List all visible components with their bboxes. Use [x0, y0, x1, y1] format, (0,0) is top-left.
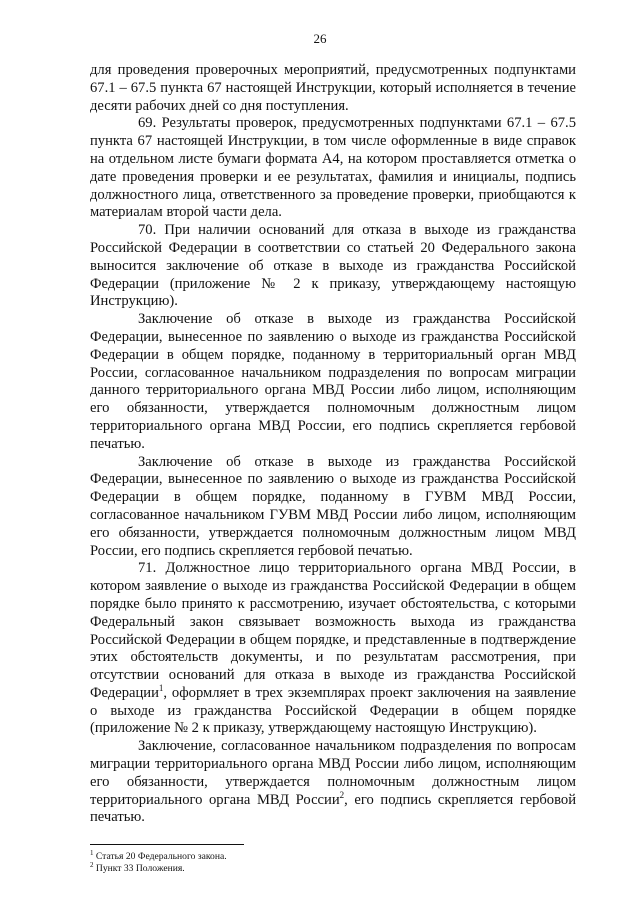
- footnote-mark-2: 2: [90, 860, 94, 869]
- paragraph-70-guvm: Заключение об отказе в выходе из гражданства Российской Федерации, вынесенное по заявлению о выходе из гражданства Российской Федерации в общем порядке, поданному в ГУВМ МВД России, согласованное начальником ГУВМ МВД России либо лицом, исполняющим его обязанности, утверждается полномочным должностным лицом МВД России, его подпись скрепляется гербовой печатью.: [90, 453, 576, 559]
- footnote-separator: [90, 844, 244, 845]
- page-number: 26: [313, 31, 327, 46]
- footnote-text-1: Статья 20 Федерального закона.: [93, 851, 227, 862]
- footnote-text-2: Пункт 33 Положения.: [93, 863, 185, 874]
- footnote-ref-1[interactable]: 1: [158, 683, 164, 694]
- paragraph-71: [90, 560, 576, 738]
- document-body: [90, 62, 576, 827]
- footnote-mark-1: 1: [90, 848, 94, 857]
- paragraph-71-conclusion: [90, 738, 576, 827]
- paragraph-70-territorial: Заключение об отказе в выходе из гражданства Российской Федерации, вынесенное по заявлению о выходе из гражданства Российской Федерации в общем порядке, поданному в территориальный орган МВД России, согласованное начальником подразделения по вопросам миграции данного территориального органа МВД России либо лицом, исполняющим его обязанности, утверждается полномочным должностным лицом территориального органа МВД России, его подпись скрепляется гербовой печатью.: [90, 311, 576, 452]
- paragraph-71-text-a: 71. Должностное лицо территориального органа МВД России, в котором заявление о выходе из гражданства Российской Федерации в общем порядке было принято к рассмотрению, изучает обстоятельства, с которыми Федеральный закон связывает возможность выхода из гражданства Российской Федерации в общем порядке, и представленные в подтверждение этих обстоятельств документы, и по результатам рассмотрения, при отсутствии оснований для отказа в выходе из гражданства Российской Федерации: [90, 560, 576, 701]
- paragraph-70: 70. При наличии оснований для отказа в выходе из гражданства Российской Федерации в соответствии со статьей 20 Федерального закона выносится заключение об отказе в выходе из гражданства Российской Федерации (приложение № 2 к приказу, утверждающему настоящую Инструкцию).: [90, 222, 576, 310]
- paragraph-71-text-b: , оформляет в трех экземплярах проект заключения на заявление о выходе из гражданства Российской Федерации в общем порядке (приложение № 2 к приказу, утверждающему настоящую Инструкцию).: [90, 684, 576, 737]
- footnote-2: [90, 860, 576, 875]
- paragraph-69: 69. Результаты проверок, предусмотренных подпунктами 67.1 – 67.5 пункта 67 настоящей Инструкции, в том числе оформленные в виде справок на отдельном листе бумаги формата А4, на котором проставляется отметка о дате проведения проверки и ее результатах, фамилия и инициалы, подпись должностного лица, ответственного за проведение проверки, приобщаются к материалам второй части дела.: [90, 115, 576, 221]
- footnotes: [90, 848, 576, 875]
- footnote-ref-2[interactable]: 2: [339, 789, 345, 800]
- paragraph-continuation: для проведения проверочных мероприятий, предусмотренных подпунктами 67.1 – 67.5 пункта 67 настоящей Инструкции, который исполняется в течение десяти рабочих дней со дня поступления.: [90, 62, 576, 114]
- footnote-1: [90, 848, 576, 863]
- paragraph-71-conclusion-text-b: , его подпись скрепляется гербовой печатью.: [90, 791, 577, 826]
- paragraph-71-conclusion-text-a: Заключение, согласованное начальником подразделения по вопросам миграции территориального органа МВД России либо лицом, исполняющим его обязанности, утверждается полномочным должностным лицом территориального органа МВД России: [90, 738, 576, 808]
